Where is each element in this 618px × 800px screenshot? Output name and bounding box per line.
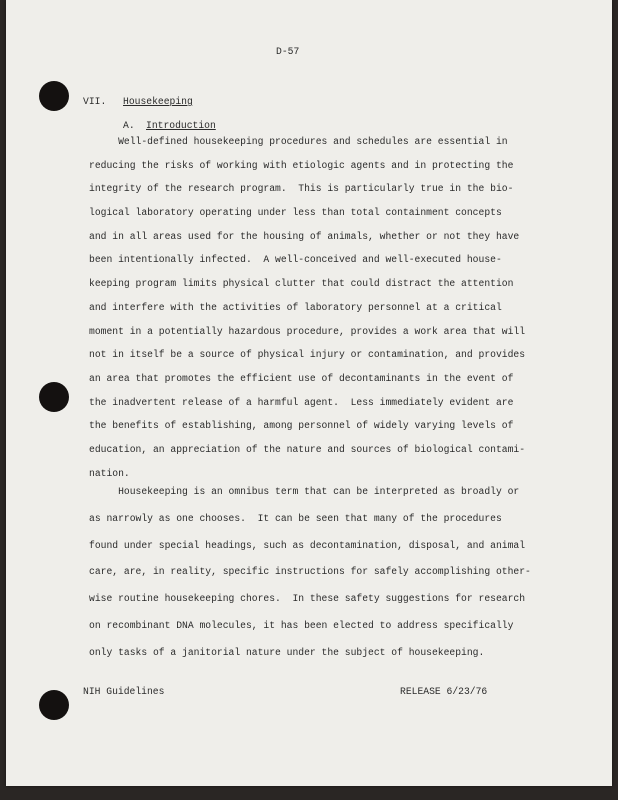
text-line: education, an appreciation of the nature and sources of biological contami- [89, 443, 526, 455]
section-number: VII. [83, 96, 107, 107]
text-line: an area that promotes the efficient use of decontaminants in the event of [89, 372, 514, 384]
punch-hole [39, 690, 69, 720]
section-title: Housekeeping [123, 96, 193, 107]
footer-left: NIH Guidelines [83, 686, 165, 697]
text-line: care, are, in reality, specific instructions for safely accomplishing other- [89, 566, 531, 578]
subsection-title: Introduction [146, 120, 216, 131]
text-line: wise routine housekeeping chores. In these safety suggestions for research [89, 593, 526, 605]
text-line: the inadvertent release of a harmful agent. Less immediately evident are [89, 396, 514, 408]
page-number: D-57 [276, 46, 300, 57]
text-line: logical laboratory operating under less than total containment concepts [89, 207, 502, 219]
text-line: Housekeeping is an omnibus term that can be interpreted as broadly or [89, 486, 520, 497]
paragraph-1 [89, 136, 525, 491]
text-line: as narrowly as one chooses. It can be seen that many of the procedures [89, 512, 502, 524]
text-line: nation. [89, 467, 130, 479]
paragraph-2 [89, 486, 531, 674]
punch-hole [39, 81, 69, 111]
document-page [6, 0, 612, 786]
text-line: Well-defined housekeeping procedures and schedules are essential in [89, 136, 508, 147]
punch-hole [39, 382, 69, 412]
subsection-number: A. [123, 120, 135, 131]
text-line: reducing the risks of working with etiologic agents and in protecting the [89, 159, 514, 171]
text-line: been intentionally infected. A well-conceived and well-executed house- [89, 254, 502, 266]
text-line: keeping program limits physical clutter that could distract the attention [89, 278, 514, 290]
text-line: only tasks of a janitorial nature under the subject of housekeeping. [89, 646, 485, 658]
text-line: on recombinant DNA molecules, it has been elected to address specifically [89, 619, 514, 631]
footer-release: RELEASE 6/23/76 [400, 686, 488, 697]
text-line: moment in a potentially hazardous procedure, provides a work area that will [89, 325, 526, 337]
text-line: the benefits of establishing, among personnel of widely varying levels of [89, 420, 514, 432]
text-line: integrity of the research program. This is particularly true in the bio- [89, 183, 514, 195]
text-line: and in all areas used for the housing of animals, whether or not they have [89, 230, 520, 242]
text-line: not in itself be a source of physical injury or contamination, and provides [89, 349, 526, 361]
text-line: found under special headings, such as decontamination, disposal, and animal [89, 539, 526, 551]
text-line: and interfere with the activities of laboratory personnel at a critical [89, 301, 502, 313]
